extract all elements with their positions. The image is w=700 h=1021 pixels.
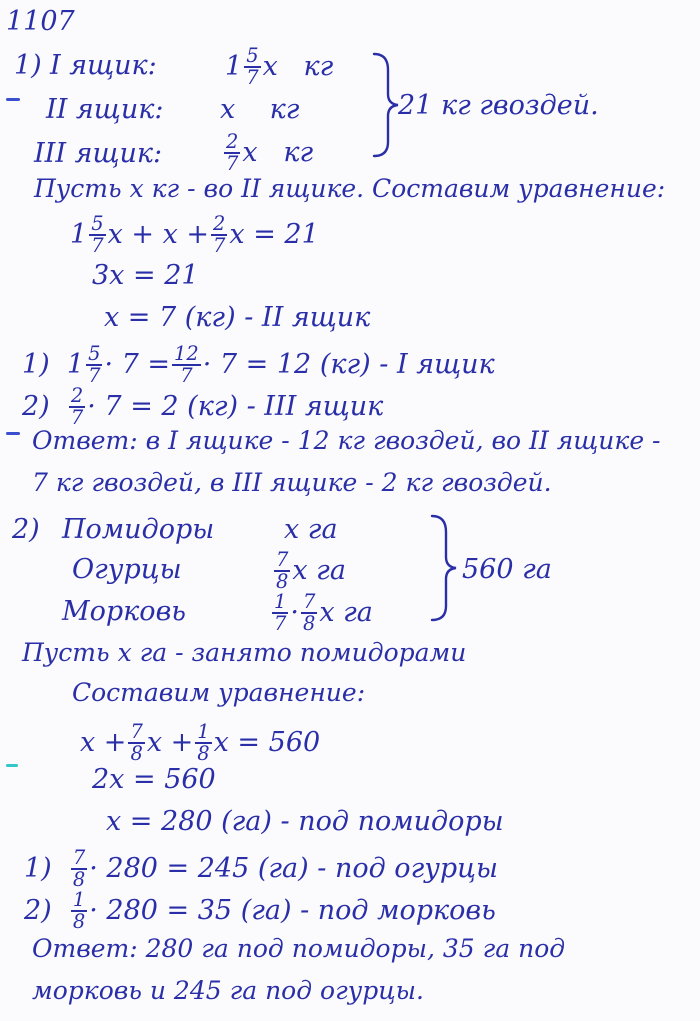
equation-2-3: x = 280 (га) - под помидоры — [106, 806, 504, 837]
denominator: 7 — [213, 234, 226, 258]
total-nails: 21 кг гвоздей. — [398, 90, 599, 121]
step-number: 1) — [24, 852, 52, 884]
equation-part: x + — [80, 726, 127, 758]
equation-part: x = 21 — [229, 218, 319, 250]
task-2-number: 2) — [12, 514, 40, 545]
denominator: 7 — [180, 364, 193, 388]
numerator: 2 — [213, 212, 226, 235]
equation-2-1 — [80, 722, 320, 765]
numerator: 5 — [91, 212, 104, 235]
numerator: 2 — [226, 130, 239, 153]
answer-1-line-2: 7 кг гвоздей, в III ящике - 2 кг гвоздей. — [32, 468, 552, 497]
equation-part: · 7 = — [104, 348, 171, 380]
curly-brace — [370, 50, 400, 160]
fraction — [301, 592, 317, 635]
margin-mark — [6, 432, 20, 435]
box-1-value — [225, 46, 333, 89]
denominator: 7 — [274, 612, 287, 636]
numerator: 7 — [72, 846, 86, 869]
numerator: 5 — [246, 44, 259, 67]
curly-brace — [428, 512, 458, 624]
step-2 — [22, 386, 383, 429]
crop-2-label: Огурцы — [72, 554, 182, 585]
numerator: 1 — [72, 888, 86, 911]
numerator: 2 — [70, 384, 84, 407]
equation-part: · 280 = 245 (га) - под огурцы — [89, 852, 498, 884]
answer-2-line-2: морковь и 245 га под огурцы. — [32, 976, 424, 1005]
task-1-number: 1) — [14, 50, 42, 81]
denominator: 8 — [302, 612, 316, 636]
step-number: 2) — [22, 390, 50, 422]
variable: x га — [319, 596, 373, 628]
equation-1 — [70, 214, 319, 257]
box-1-label: I ящик: — [50, 50, 157, 81]
crop-2-value — [272, 550, 346, 593]
fraction — [211, 214, 227, 257]
box-3-label: III ящик: — [34, 138, 163, 169]
crop-1-value: x га — [284, 514, 338, 545]
equation-part: · 7 = 12 (кг) - I ящик — [202, 348, 495, 380]
unit: кг — [269, 94, 300, 125]
step-1 — [22, 344, 495, 387]
denominator: 8 — [72, 868, 86, 892]
unit: кг — [283, 136, 314, 168]
answer-1-line-1: Ответ: в I ящике - 12 кг гвоздей, во II ящике - — [32, 426, 661, 455]
fraction — [69, 386, 85, 429]
numerator: 1 — [274, 590, 287, 613]
fraction — [272, 592, 288, 635]
equation-part: · 7 = 2 (кг) - III ящик — [87, 390, 384, 422]
numerator: 12 — [174, 342, 199, 365]
margin-mark — [6, 98, 20, 101]
whole-part: 1 — [225, 50, 243, 82]
equation-part: x + — [146, 726, 194, 758]
denominator: 7 — [246, 66, 259, 90]
unit: кг — [303, 50, 334, 82]
whole-part: 1 — [66, 348, 85, 380]
let-statement-2: Пусть x га - занято помидорами — [22, 638, 467, 667]
fraction — [224, 132, 240, 175]
variable: x — [242, 136, 258, 168]
crop-1-label: Помидоры — [62, 514, 215, 545]
numerator: 7 — [276, 548, 289, 571]
equation-2: 3x = 21 — [92, 260, 199, 291]
fraction — [86, 344, 102, 387]
fraction — [71, 848, 87, 891]
denominator: 7 — [88, 364, 101, 388]
equation-part: x = 560 — [213, 726, 321, 758]
denominator: 8 — [72, 910, 86, 934]
denominator: 8 — [276, 570, 289, 594]
whole-part: 1 — [70, 218, 88, 250]
denominator: 7 — [70, 406, 84, 430]
box-2-label: II ящик: — [46, 94, 164, 125]
crop-3-label: Морковь — [62, 596, 186, 627]
let-statement: Пусть x кг - во II ящике. Составим уравнение: — [34, 174, 666, 203]
equation-part: · 280 = 35 (га) - под морковь — [89, 894, 496, 926]
equation-part: x + x + — [107, 218, 210, 250]
numerator: 5 — [88, 342, 101, 365]
fraction — [195, 722, 211, 765]
total-area: 560 га — [462, 554, 552, 585]
box-3-value — [222, 132, 313, 175]
step-number: 1) — [22, 348, 50, 380]
box-2-value — [220, 96, 299, 123]
compose-equation: Составим уравнение: — [72, 678, 366, 707]
denominator: 7 — [91, 234, 104, 258]
step-2-1 — [24, 848, 498, 891]
fraction — [89, 214, 105, 257]
equation-3: x = 7 (кг) - II ящик — [104, 302, 371, 333]
denominator: 7 — [226, 152, 239, 176]
step-2-2 — [24, 890, 496, 933]
variable: x — [262, 50, 278, 82]
equation-2-2: 2x = 560 — [92, 764, 216, 795]
problem-number: 1107 — [6, 6, 75, 37]
margin-mark — [6, 764, 18, 767]
step-number: 2) — [24, 894, 52, 926]
fraction — [274, 550, 290, 593]
numerator: 1 — [197, 720, 210, 743]
fraction — [71, 890, 87, 933]
denominator: 8 — [197, 742, 210, 766]
numerator: 7 — [302, 590, 316, 613]
fraction — [244, 46, 260, 89]
crop-3-value: $\frac{1}{7}$ · $\frac{7}{8}$ x га — [274, 590, 373, 636]
answer-2-line-1: Ответ: 280 га под помидоры, 35 га под — [32, 934, 566, 963]
fraction — [128, 722, 144, 765]
variable: x — [220, 94, 236, 125]
denominator: 8 — [130, 742, 143, 766]
variable: x га — [292, 554, 346, 586]
fraction — [172, 344, 201, 387]
numerator: 7 — [130, 720, 143, 743]
